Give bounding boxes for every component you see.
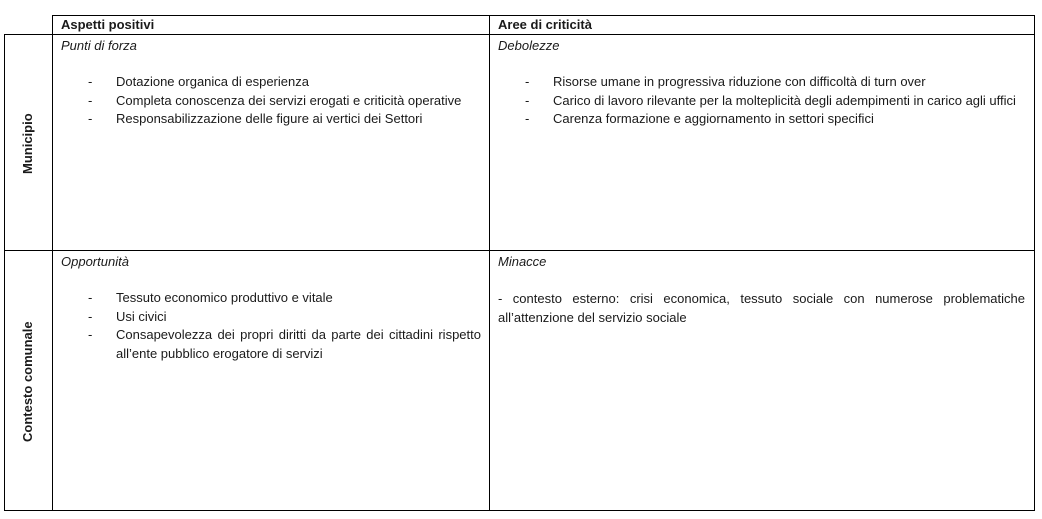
table-divider-header bbox=[4, 34, 1035, 35]
list-item: - Carico di lavoro rilevante per la molteplicità degli adempimenti in carico agli uffici bbox=[498, 92, 1025, 111]
list-item: - Usi civici bbox=[61, 308, 481, 327]
list-item: - Dotazione organica di esperienza bbox=[61, 73, 481, 92]
column-header-critical: Aree di criticità bbox=[498, 17, 592, 32]
strengths-list bbox=[61, 73, 481, 129]
bullet-dash: - bbox=[88, 111, 93, 126]
table-divider-middle-column bbox=[489, 15, 490, 511]
column-header-positive: Aspetti positivi bbox=[61, 17, 155, 32]
bullet-dash: - bbox=[525, 92, 530, 108]
opportunities-list bbox=[61, 289, 481, 363]
list-item: - Consapevolezza dei propri diritti da parte dei cittadini rispetto all’ente pubblico erogatore di servizi bbox=[88, 327, 481, 361]
row-label-municipio: Municipio bbox=[20, 113, 35, 174]
bullet-dash: - bbox=[525, 111, 530, 126]
weaknesses-list bbox=[498, 73, 1025, 129]
table-border-top bbox=[52, 15, 1035, 16]
bullet-dash: - bbox=[88, 290, 93, 305]
threats-text: - contesto esterno: crisi economica, tessuto sociale con numerose problematiche all’attenzione del servizio sociale bbox=[498, 291, 1025, 325]
table-divider-middle bbox=[4, 250, 1035, 251]
cell-title-weaknesses: Debolezze bbox=[498, 38, 560, 53]
table-divider-label-column bbox=[52, 15, 53, 511]
list-item: - Completa conoscenza dei servizi erogati e criticità operative bbox=[61, 92, 481, 111]
list-item: - Risorse umane in progressiva riduzione con difficoltà di turn over bbox=[498, 73, 1025, 92]
bullet-dash: - bbox=[88, 74, 93, 89]
list-item: - Responsabilizzazione delle figure ai vertici dei Settori bbox=[61, 110, 481, 129]
cell-title-opportunities: Opportunità bbox=[61, 254, 129, 269]
list-item: - Carenza formazione e aggiornamento in settori specifici bbox=[498, 110, 1025, 129]
cell-title-threats: Minacce bbox=[498, 254, 547, 269]
table-border-left bbox=[4, 34, 5, 511]
bullet-dash: - bbox=[525, 74, 530, 89]
bullet-dash: - bbox=[88, 308, 93, 324]
bullet-dash: - bbox=[88, 327, 93, 342]
bullet-dash: - bbox=[88, 92, 93, 108]
table-border-right bbox=[1034, 15, 1035, 511]
row-label-contesto: Contesto comunale bbox=[20, 321, 35, 442]
list-item: - Tessuto economico produttivo e vitale bbox=[61, 289, 481, 308]
cell-title-strengths: Punti di forza bbox=[61, 38, 137, 53]
table-border-bottom bbox=[4, 510, 1035, 511]
